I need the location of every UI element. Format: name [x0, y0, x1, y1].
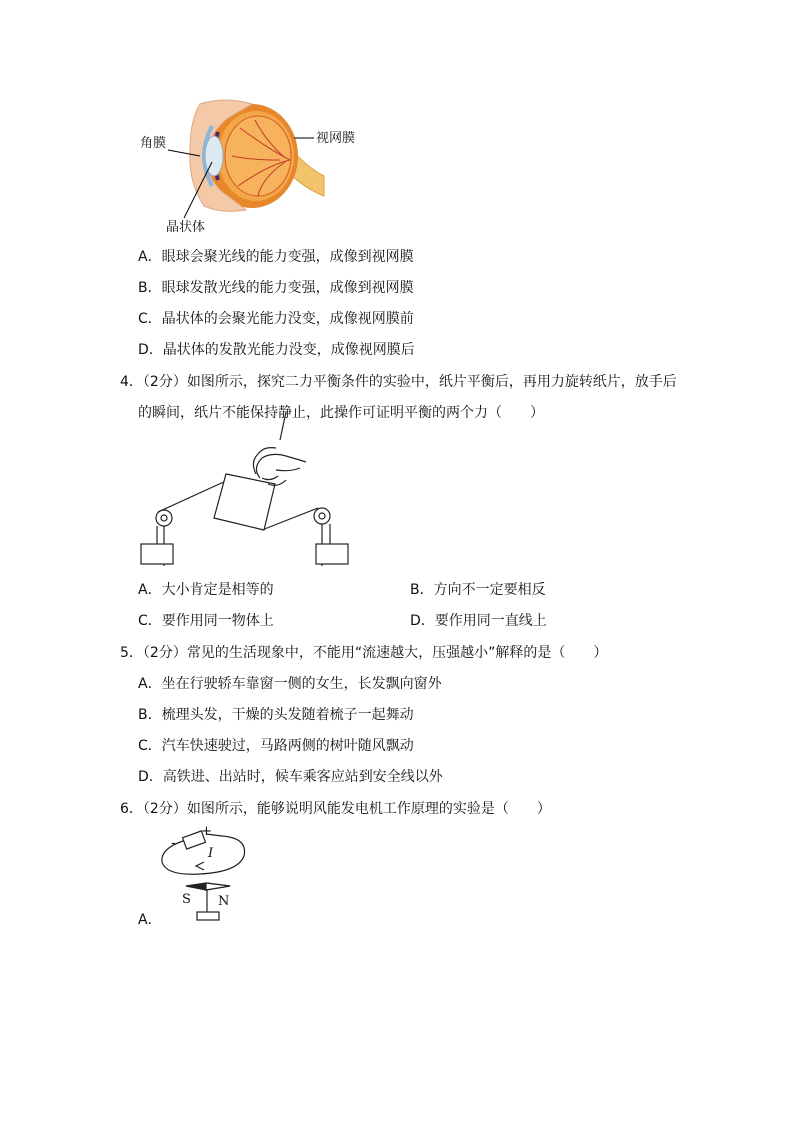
q4-option-c: C．要作用同一物体上 — [138, 613, 274, 629]
cornea-label: 角膜 — [140, 136, 167, 151]
q6-option-a: A． — [138, 912, 162, 928]
q4-option-d: D．要作用同一直线上 — [410, 613, 547, 629]
battery-minus-label: - — [171, 836, 176, 851]
q5-stem: 5．（2分）常见的生活现象中，不能用“流速越大，压强越小”解释的是（ ） — [120, 645, 608, 661]
compass-base — [197, 912, 219, 920]
q5-option-b: B．梳理头发，干燥的头发随着梳子一起舞动 — [138, 707, 414, 723]
current-label: I — [208, 846, 214, 861]
q5-option-a: A．坐在行驶轿车靠窗一侧的女生，长发飘向窗外 — [138, 676, 442, 692]
q3-option-a: A．眼球会聚光线的能力变强，成像到视网膜 — [138, 249, 414, 265]
north-pole-label: N — [218, 894, 230, 909]
retina-label: 视网膜 — [316, 131, 356, 146]
q4-stem-line2: 的瞬间，纸片不能保持静止，此操作可证明平衡的两个力（ ） — [138, 405, 544, 421]
q6-stem: 6．（2分）如图所示，能够说明风能发电机工作原理的实验是（ ） — [120, 801, 551, 817]
q3-option-d: D．晶状体的发散光能力没变，成像视网膜后 — [138, 342, 415, 358]
battery-plus-label: + — [201, 824, 212, 839]
q5-option-d: D．高铁进、出站时，候车乘客应站到安全线以外 — [138, 769, 443, 785]
q4-option-a: A．大小肯定是相等的 — [138, 582, 274, 598]
q3-option-b: B．眼球发散光线的能力变强，成像到视网膜 — [138, 280, 414, 296]
q3-option-c: C．晶状体的会聚光能力没变，成像视网膜前 — [138, 311, 414, 327]
q4-stem-line1: 4．（2分）如图所示，探究二力平衡条件的实验中，纸片平衡后，再用力旋转纸片，放手后 — [120, 374, 677, 390]
lens-label: 晶状体 — [166, 220, 206, 235]
current-arrow — [196, 862, 204, 870]
q5-option-c: C．汽车快速驶过，马路两侧的树叶随风飘动 — [138, 738, 414, 754]
south-pole-label: S — [182, 892, 191, 907]
q4-option-b: B．方向不一定要相反 — [410, 582, 546, 598]
